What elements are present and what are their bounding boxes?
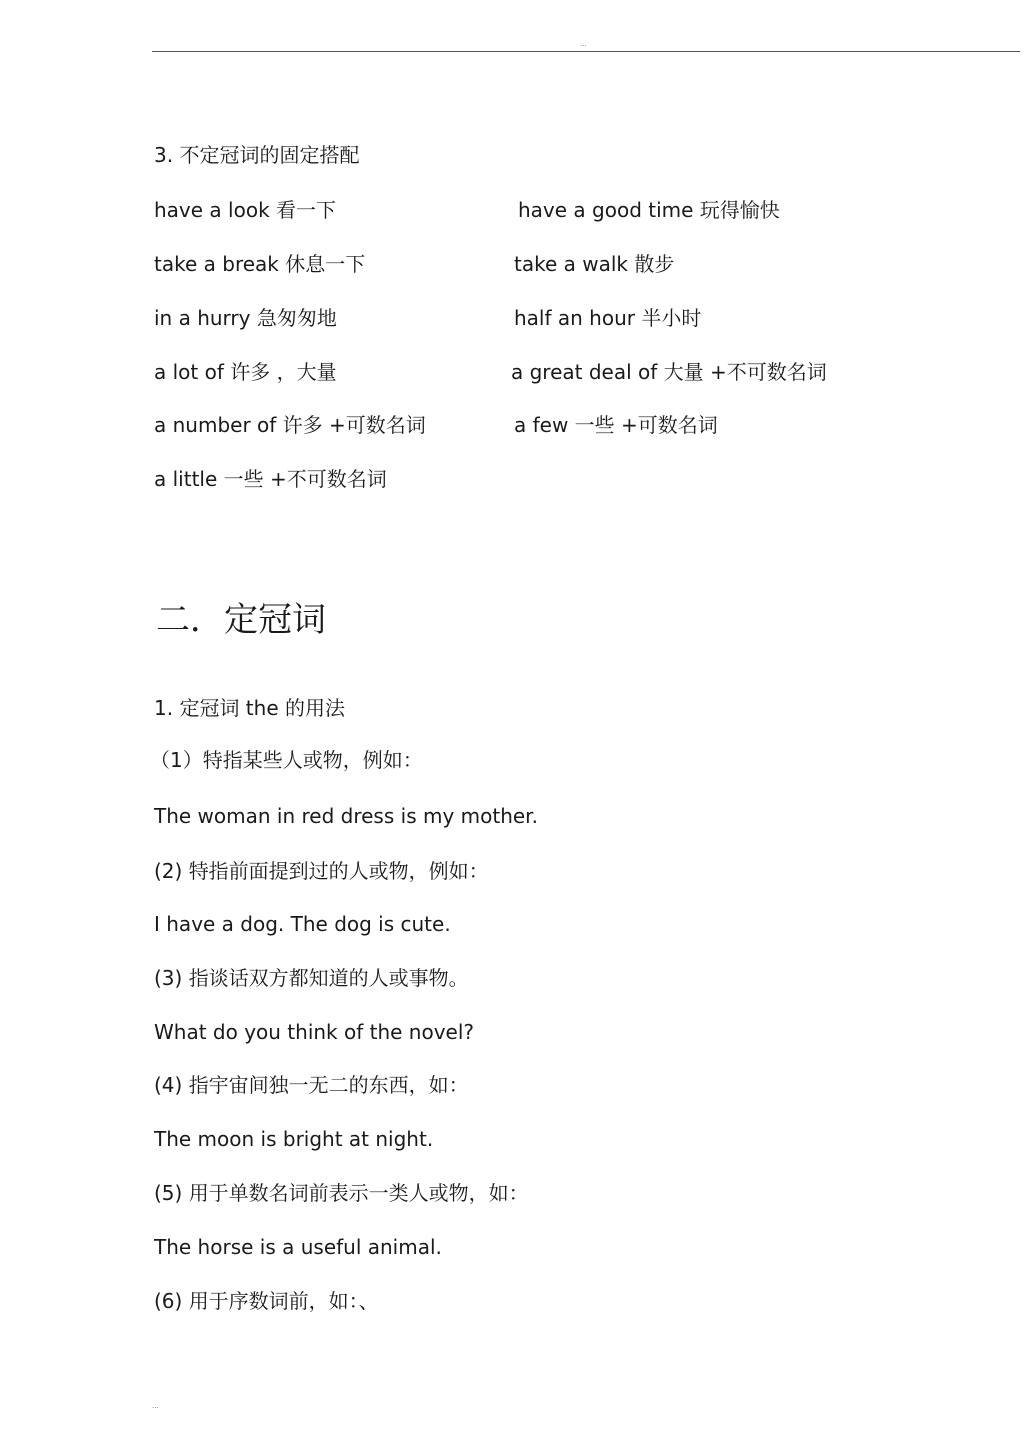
phrase-right: take a walk 散步 [514, 252, 675, 276]
rule-text: (5) 用于单数名词前表示一类人或物，如： [154, 1181, 529, 1205]
section-title: 3. 不定冠词的固定搭配 [154, 143, 360, 167]
rule-text: (6) 用于序数词前，如：、 [154, 1289, 379, 1313]
example-sentence: The moon is bright at night. [154, 1127, 434, 1151]
phrase-left: a little 一些 +不可数名词 [154, 467, 387, 491]
phrase-left: a lot of 许多 ，大量 [154, 360, 337, 384]
example-sentence: The horse is a useful animal. [154, 1235, 442, 1259]
phrase-left: have a look 看一下 [154, 198, 337, 222]
section-heading: 二．定冠词 [156, 600, 326, 640]
phrase-right: have a good time 玩得愉快 [518, 198, 780, 222]
header-rule [152, 51, 1020, 52]
phrase-right: a few 一些 +可数名词 [514, 413, 718, 437]
rule-text: (4) 指宇宙间独一无二的东西，如： [154, 1073, 469, 1097]
phrase-left: a number of 许多 +可数名词 [154, 413, 426, 437]
header-mark: ... [580, 40, 587, 48]
footer-mark: ... [152, 1402, 159, 1410]
phrase-left: take a break 休息一下 [154, 252, 366, 276]
rule-text: (2) 特指前面提到过的人或物，例如： [154, 859, 489, 883]
example-sentence: I have a dog. The dog is cute. [154, 912, 451, 936]
subsection-title: 1. 定冠词 the 的用法 [154, 696, 345, 720]
phrase-left: in a hurry 急匆匆地 [154, 306, 337, 330]
rule-text: （1）特指某些人或物，例如： [150, 748, 423, 772]
phrase-right: half an hour 半小时 [514, 306, 702, 330]
phrase-right: a great deal of 大量 +不可数名词 [511, 360, 827, 384]
example-sentence: What do you think of the novel? [154, 1020, 475, 1044]
rule-text: (3) 指谈话双方都知道的人或事物。 [154, 966, 469, 990]
example-sentence: The woman in red dress is my mother. [154, 804, 538, 828]
